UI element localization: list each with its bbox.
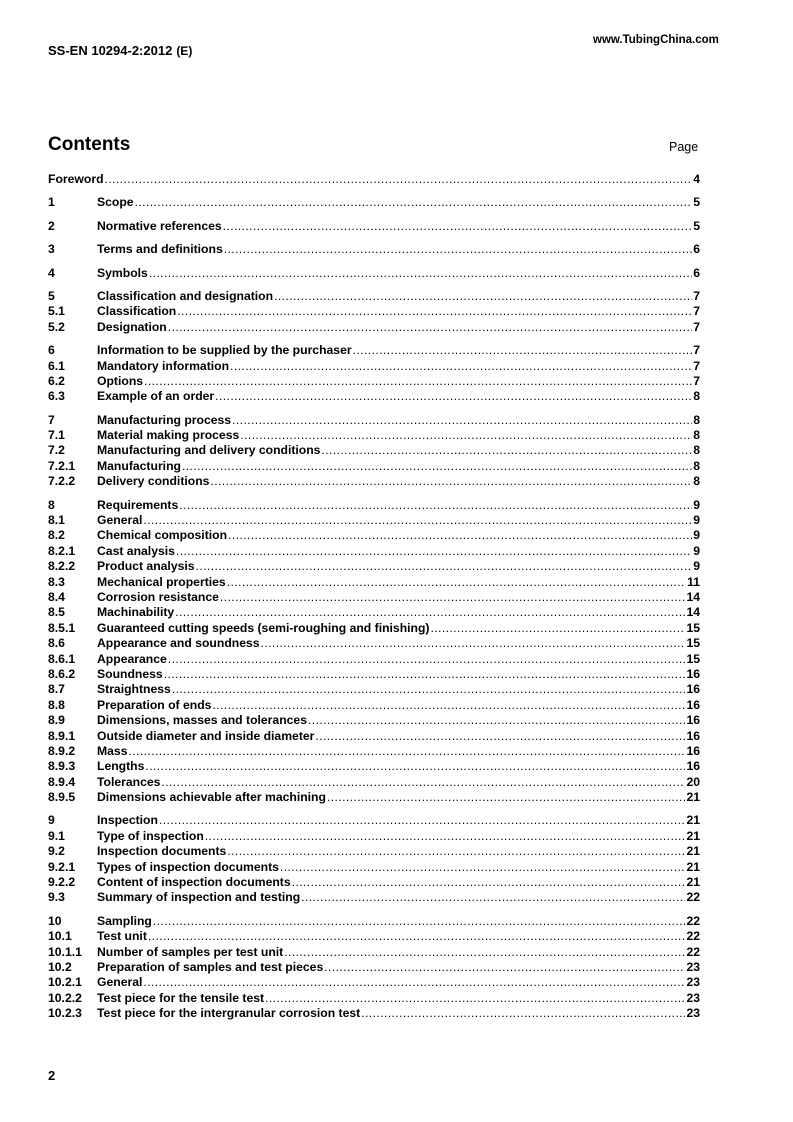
toc-entry-page: 11	[687, 574, 700, 589]
toc-entry-title: Straightness	[97, 682, 171, 697]
dot-leader	[168, 320, 692, 335]
toc-entry[interactable]	[48, 266, 700, 281]
toc-entry-number: 8.9	[48, 713, 65, 728]
dot-leader	[430, 621, 685, 636]
toc-entry[interactable]	[48, 413, 700, 428]
toc-entry-title: Normative references	[97, 218, 222, 233]
dot-leader	[212, 698, 685, 713]
dot-leader	[327, 790, 686, 805]
dot-leader	[220, 590, 686, 605]
toc-entry-title: Classification and designation	[97, 288, 274, 303]
toc-entry-number: 6	[48, 343, 55, 358]
toc-entry-title: Symbols	[97, 265, 148, 280]
toc-entry-page: 8	[693, 389, 700, 404]
toc-entry-page: 5	[693, 195, 700, 210]
toc-entry[interactable]	[48, 513, 700, 528]
toc-entry[interactable]	[48, 860, 700, 875]
toc-entry-title: Example of an order	[97, 389, 215, 404]
toc-entry[interactable]	[48, 813, 700, 828]
toc-entry-number: 8.5.1	[48, 620, 76, 635]
toc-entry-page: 6	[693, 242, 700, 257]
toc-entry-page: 7	[693, 319, 700, 334]
toc-entry-page: 7	[693, 358, 700, 373]
toc-entry-page: 15	[686, 651, 700, 666]
toc-entry-title: Types of inspection documents	[97, 859, 279, 874]
toc-entry-title: Mass	[97, 743, 128, 758]
toc-entry-page: 16	[686, 743, 700, 758]
toc-entry-page: 16	[686, 682, 700, 697]
toc-entry-number: 3	[48, 242, 55, 257]
toc-entry-page: 7	[693, 288, 700, 303]
toc-entry-number: 2	[48, 218, 55, 233]
toc-entry-title: Type of inspection	[97, 828, 204, 843]
toc-entry-title: Foreword	[48, 172, 104, 186]
table-of-contents	[48, 172, 700, 1022]
dot-leader	[265, 991, 685, 1006]
toc-entry-title: Sampling	[97, 913, 152, 928]
toc-entry-title: Content of inspection documents	[97, 875, 291, 890]
toc-entry-title: Dimensions achievable after machining	[97, 790, 326, 805]
toc-entry[interactable]	[48, 621, 700, 636]
toc-entry-page: 15	[686, 620, 700, 635]
toc-entry-number: 8.6.2	[48, 666, 76, 681]
dot-leader	[205, 829, 686, 844]
toc-entry[interactable]	[48, 172, 700, 187]
toc-entry-number: 8.2	[48, 528, 65, 543]
toc-entry[interactable]	[48, 389, 700, 404]
toc-entry-title: Mechanical properties	[97, 574, 226, 589]
page-number: 2	[48, 1068, 56, 1083]
toc-entry-page: 9	[693, 543, 700, 558]
toc-entry-number: 7.2.2	[48, 474, 76, 489]
toc-entry[interactable]	[48, 744, 700, 759]
toc-entry[interactable]	[48, 320, 700, 335]
dot-leader	[280, 860, 686, 875]
dot-leader	[353, 343, 693, 358]
toc-entry-page: 16	[686, 713, 700, 728]
dot-leader	[224, 242, 692, 257]
dot-leader	[105, 172, 693, 187]
toc-entry[interactable]	[48, 498, 700, 513]
dot-leader	[182, 459, 692, 474]
toc-entry[interactable]	[48, 605, 700, 620]
toc-entry-number: 10.1.1	[48, 944, 82, 959]
toc-entry[interactable]	[48, 652, 700, 667]
dot-leader	[179, 498, 692, 513]
toc-entry-number: 8.9.3	[48, 759, 76, 774]
toc-entry-title: Classification	[97, 304, 177, 319]
toc-entry-page: 4	[693, 172, 700, 186]
toc-entry[interactable]	[48, 1006, 700, 1021]
toc-entry-title: Product analysis	[97, 559, 195, 574]
toc-entry-page: 16	[686, 666, 700, 681]
toc-entry[interactable]	[48, 960, 700, 975]
toc-entry-number: 10.2.1	[48, 975, 82, 990]
toc-entry-title: Terms and definitions	[97, 242, 223, 257]
toc-entry-number: 9	[48, 813, 55, 828]
toc-entry-title: Number of samples per test unit	[97, 944, 284, 959]
toc-entry[interactable]	[48, 343, 700, 358]
dot-leader	[176, 544, 692, 559]
toc-entry-title: Inspection documents	[97, 844, 227, 859]
toc-entry-page: 21	[686, 828, 700, 843]
toc-entry-title: Scope	[97, 195, 134, 210]
toc-entry-title: Appearance and soundness	[97, 636, 260, 651]
toc-entry[interactable]	[48, 289, 700, 304]
toc-entry-number: 8.3	[48, 574, 65, 589]
dot-leader	[321, 443, 692, 458]
toc-entry-title: Manufacturing process	[97, 412, 232, 427]
toc-entry-page: 6	[693, 265, 700, 280]
toc-entry[interactable]	[48, 682, 700, 697]
toc-entry-page: 16	[686, 759, 700, 774]
toc-entry-page: 21	[686, 813, 700, 828]
toc-entry[interactable]	[48, 474, 700, 489]
dot-leader	[227, 844, 685, 859]
toc-entry-number: 9.2	[48, 844, 65, 859]
toc-entry-page: 7	[693, 343, 700, 358]
toc-entry-title: Options	[97, 373, 144, 388]
toc-entry[interactable]	[48, 590, 700, 605]
dot-leader	[324, 960, 685, 975]
toc-entry-title: Test unit	[97, 929, 147, 944]
toc-entry-page: 9	[693, 528, 700, 543]
document-edition: (E)	[176, 44, 193, 58]
toc-entry-page: 23	[686, 1006, 700, 1021]
dot-leader	[274, 289, 692, 304]
toc-entry-title: Machinability	[97, 605, 175, 620]
toc-entry[interactable]	[48, 559, 700, 574]
dot-leader	[143, 975, 685, 990]
dot-leader	[292, 875, 686, 890]
toc-entry[interactable]	[48, 914, 700, 929]
toc-entry-title: Outside diameter and inside diameter	[97, 728, 315, 743]
toc-entry-page: 8	[693, 412, 700, 427]
toc-entry-title: Information to be supplied by the purchaser	[97, 343, 352, 358]
dot-leader	[261, 636, 686, 651]
dot-leader	[175, 605, 685, 620]
toc-entry-number: 4	[48, 265, 55, 280]
toc-entry-page: 23	[686, 990, 700, 1005]
toc-entry-title: General	[97, 513, 143, 528]
toc-entry-number: 8.2.2	[48, 559, 76, 574]
toc-entry-number: 8.9.4	[48, 774, 76, 789]
dot-leader	[168, 652, 686, 667]
dot-leader	[135, 195, 693, 210]
toc-entry-number: 8.4	[48, 589, 65, 604]
dot-leader	[196, 559, 693, 574]
toc-entry[interactable]	[48, 991, 700, 1006]
toc-entry[interactable]	[48, 729, 700, 744]
toc-entry-number: 6.3	[48, 389, 65, 404]
toc-entry-page: 9	[693, 559, 700, 574]
toc-entry-number: 8.9.5	[48, 790, 76, 805]
toc-entry-title: Requirements	[97, 497, 179, 512]
document-number: SS-EN 10294-2:2012	[48, 43, 173, 58]
toc-entry-page: 7	[693, 373, 700, 388]
dot-leader	[223, 219, 693, 234]
toc-entry-title: Test piece for the intergranular corrosion test	[97, 1006, 361, 1021]
dot-leader	[228, 528, 692, 543]
toc-entry-title: Mandatory information	[97, 358, 230, 373]
toc-entry-number: 9.2.1	[48, 859, 76, 874]
toc-entry-page: 22	[686, 929, 700, 944]
dot-leader	[230, 359, 692, 374]
document-id	[48, 43, 192, 58]
toc-entry-page: 22	[686, 890, 700, 905]
toc-entry-number: 9.1	[48, 828, 65, 843]
toc-entry-page: 16	[686, 728, 700, 743]
toc-entry-title: Summary of inspection and testing	[97, 890, 301, 905]
dot-leader	[159, 813, 685, 828]
toc-entry-number: 8.6	[48, 636, 65, 651]
toc-entry[interactable]	[48, 929, 700, 944]
toc-entry-title: Guaranteed cutting speeds (semi-roughing and finishing)	[97, 620, 430, 635]
toc-entry-number: 8.9.2	[48, 743, 76, 758]
dot-leader	[143, 513, 692, 528]
toc-entry[interactable]	[48, 195, 700, 210]
dot-leader	[149, 266, 692, 281]
dot-leader	[148, 929, 686, 944]
toc-entry-number: 5.2	[48, 319, 65, 334]
toc-entry[interactable]	[48, 374, 700, 389]
toc-entry[interactable]	[48, 242, 700, 257]
toc-entry-page: 15	[686, 636, 700, 651]
toc-entry-page: 8	[693, 458, 700, 473]
toc-entry-number: 7	[48, 412, 55, 427]
toc-entry[interactable]	[48, 443, 700, 458]
toc-entry-title: Manufacturing and delivery conditions	[97, 443, 321, 458]
dot-leader	[240, 428, 692, 443]
toc-entry-number: 10.1	[48, 929, 72, 944]
dot-leader	[172, 682, 686, 697]
toc-entry-title: Dimensions, masses and tolerances	[97, 713, 307, 728]
toc-entry-title: Appearance	[97, 651, 167, 666]
toc-entry-number: 7.1	[48, 428, 65, 443]
toc-entry[interactable]	[48, 829, 700, 844]
toc-entry-page: 23	[686, 975, 700, 990]
toc-entry-page: 16	[686, 697, 700, 712]
toc-entry-page: 21	[686, 790, 700, 805]
toc-entry[interactable]	[48, 219, 700, 234]
toc-entry[interactable]	[48, 698, 700, 713]
toc-entry[interactable]	[48, 759, 700, 774]
dot-leader	[161, 775, 685, 790]
toc-entry-number: 8.9.1	[48, 728, 76, 743]
toc-entry[interactable]	[48, 667, 700, 682]
toc-entry-number: 10.2.2	[48, 990, 82, 1005]
toc-entry-number: 10.2.3	[48, 1006, 82, 1021]
toc-entry-title: Designation	[97, 319, 167, 334]
toc-entry-page: 14	[686, 589, 700, 604]
dot-leader	[227, 575, 686, 590]
dot-leader	[144, 374, 692, 389]
toc-entry-title: General	[97, 975, 143, 990]
toc-entry[interactable]	[48, 790, 700, 805]
toc-entry[interactable]	[48, 636, 700, 651]
toc-entry-page: 5	[693, 218, 700, 233]
toc-entry-number: 7.2.1	[48, 458, 76, 473]
toc-entry-title: Lengths	[97, 759, 145, 774]
toc-entry[interactable]	[48, 528, 700, 543]
toc-entry-number: 1	[48, 195, 55, 210]
toc-entry-page: 8	[693, 428, 700, 443]
toc-entry-page: 7	[693, 304, 700, 319]
dot-leader	[177, 304, 692, 319]
toc-entry-number: 5.1	[48, 304, 65, 319]
toc-entry-number: 8	[48, 497, 55, 512]
toc-entry-number: 8.1	[48, 513, 65, 528]
toc-entry-number: 8.6.1	[48, 651, 76, 666]
toc-entry[interactable]	[48, 890, 700, 905]
toc-entry-title: Preparation of ends	[97, 697, 212, 712]
dot-leader	[129, 744, 686, 759]
toc-entry[interactable]	[48, 544, 700, 559]
toc-entry-page: 21	[686, 844, 700, 859]
toc-entry[interactable]	[48, 713, 700, 728]
dot-leader	[210, 474, 692, 489]
toc-entry-title: Manufacturing	[97, 458, 181, 473]
toc-entry-number: 6.1	[48, 358, 65, 373]
toc-entry-number: 5	[48, 288, 55, 303]
toc-entry-number: 9.2.2	[48, 875, 76, 890]
toc-entry-page: 21	[686, 875, 700, 890]
toc-entry-number: 8.7	[48, 682, 65, 697]
toc-entry-page: 23	[686, 959, 700, 974]
toc-entry-page: 9	[693, 513, 700, 528]
toc-entry-page: 8	[693, 474, 700, 489]
toc-entry-number: 8.2.1	[48, 543, 76, 558]
page-column-label: Page	[669, 140, 699, 154]
toc-entry[interactable]	[48, 775, 700, 790]
toc-entry-title: Inspection	[97, 813, 158, 828]
toc-entry[interactable]	[48, 945, 700, 960]
toc-entry-title: Corrosion resistance	[97, 589, 219, 604]
toc-entry[interactable]	[48, 359, 700, 374]
toc-entry-title: Material making process	[97, 428, 240, 443]
contents-title: Contents	[48, 134, 131, 155]
toc-entry[interactable]	[48, 428, 700, 443]
toc-entry[interactable]	[48, 575, 700, 590]
dot-leader	[153, 914, 686, 929]
dot-leader	[232, 413, 692, 428]
dot-leader	[361, 1006, 685, 1021]
dot-leader	[215, 389, 692, 404]
toc-entry-page: 22	[686, 944, 700, 959]
toc-entry-page: 8	[693, 443, 700, 458]
toc-entry-title: Preparation of samples and test pieces	[97, 959, 324, 974]
toc-entry[interactable]	[48, 844, 700, 859]
toc-entry-page: 22	[686, 913, 700, 928]
toc-entry-number: 8.8	[48, 697, 65, 712]
toc-entry-title: Test piece for the tensile test	[97, 990, 265, 1005]
dot-leader	[315, 729, 685, 744]
toc-entry-page: 21	[686, 859, 700, 874]
toc-entry[interactable]	[48, 875, 700, 890]
toc-entry-title: Chemical composition	[97, 528, 228, 543]
dot-leader	[284, 945, 685, 960]
dot-leader	[145, 759, 685, 774]
toc-entry-number: 9.3	[48, 890, 65, 905]
toc-entry-number: 10.2	[48, 959, 72, 974]
dot-leader	[308, 713, 685, 728]
toc-entry-number: 10	[48, 913, 62, 928]
website-watermark: www.TubingChina.com	[593, 34, 719, 46]
toc-entry-number: 6.2	[48, 373, 65, 388]
dot-leader	[301, 890, 685, 905]
toc-entry[interactable]	[48, 975, 700, 990]
toc-entry-number: 8.5	[48, 605, 65, 620]
toc-entry[interactable]	[48, 459, 700, 474]
toc-entry-page: 14	[686, 605, 700, 620]
toc-entry-page: 9	[693, 497, 700, 512]
toc-entry-title: Soundness	[97, 666, 163, 681]
toc-entry-title: Cast analysis	[97, 543, 175, 558]
toc-entry-page: 20	[686, 774, 700, 789]
toc-entry-title: Delivery conditions	[97, 474, 210, 489]
toc-entry-number: 7.2	[48, 443, 65, 458]
dot-leader	[164, 667, 686, 682]
toc-entry[interactable]	[48, 304, 700, 319]
toc-entry-title: Tolerances	[97, 774, 161, 789]
